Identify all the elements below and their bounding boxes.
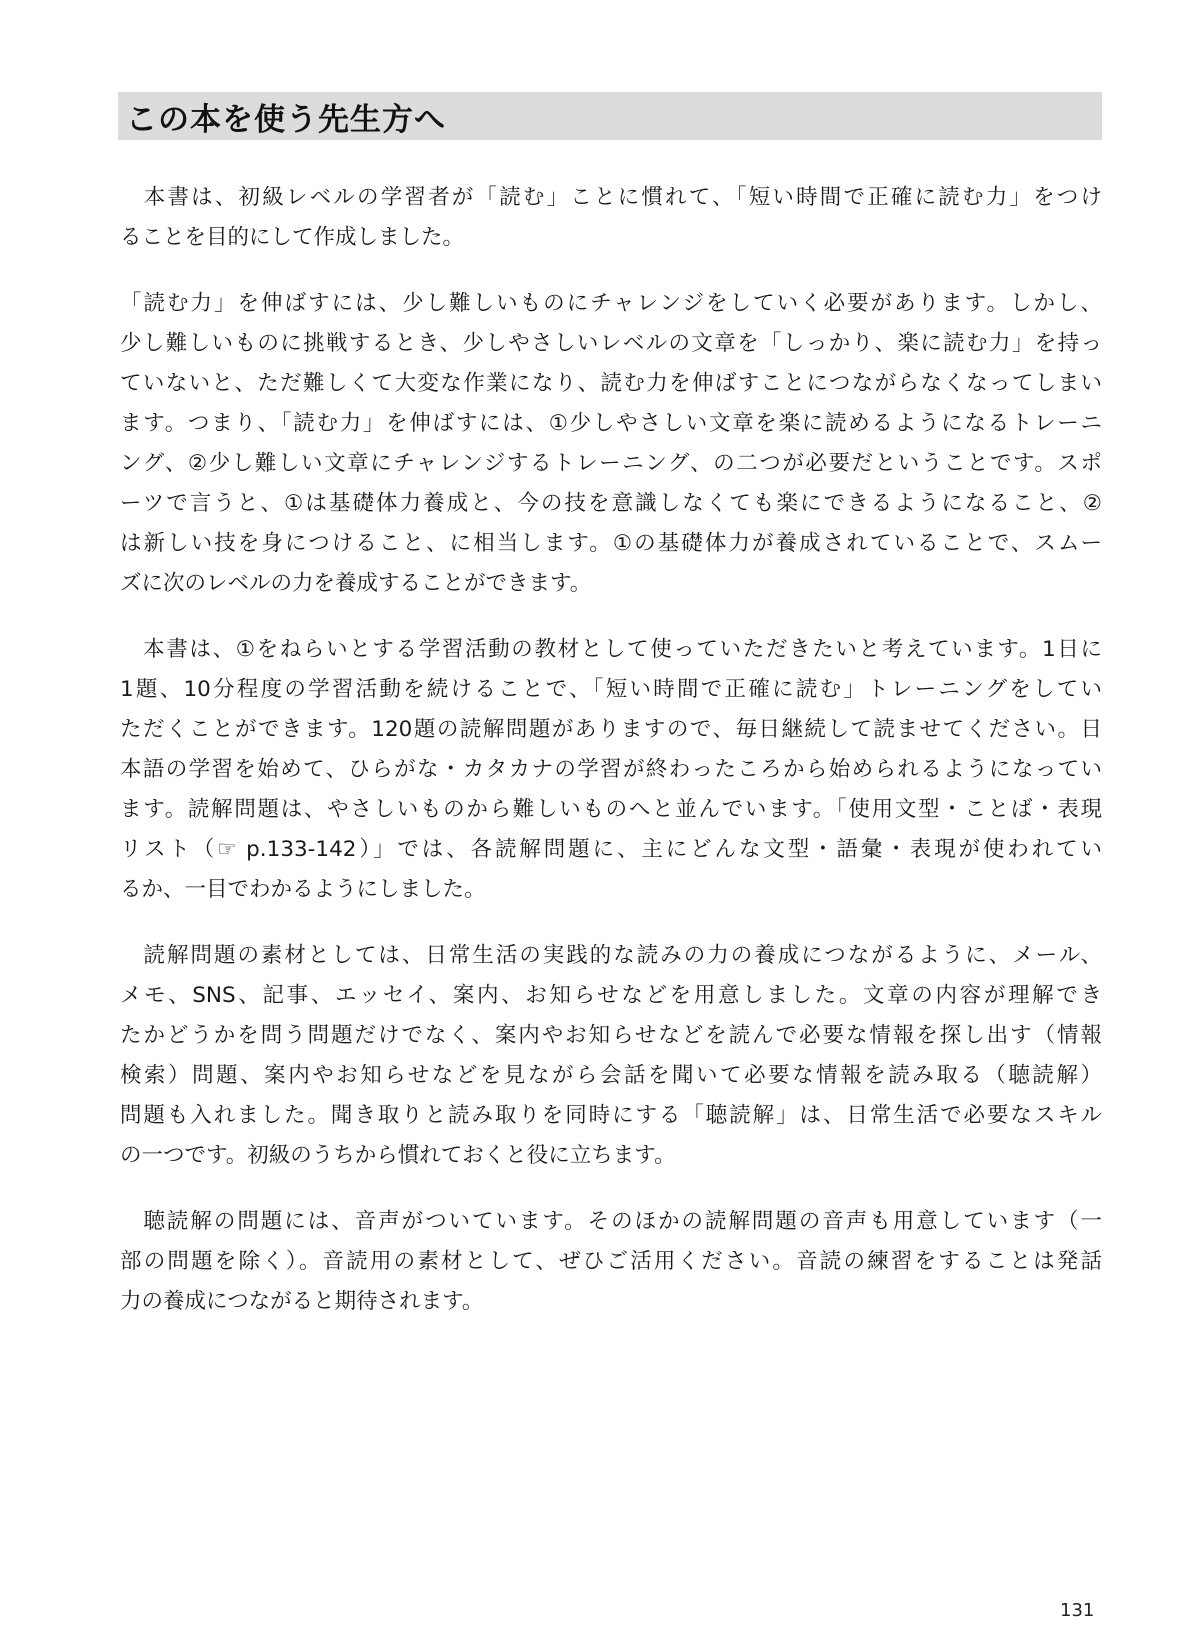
text-line: 少し難しいものに挑戦するとき、少しやさしいレベルの文章を「しっかり、楽に読む力」を持っ <box>120 331 1102 356</box>
text-line: ズに次のレベルの力を養成することができます。 <box>120 571 592 596</box>
text-line: 「読む力」を伸ばすには、少し難しいものにチャレンジをしていく必要があります。しかし、 <box>120 291 1102 316</box>
paragraph-5 <box>120 1202 1102 1322</box>
text-line: 本書は、初級レベルの学習者が「読む」ことに慣れて、「短い時間で正確に読む力」をつけ <box>120 185 1102 210</box>
text-line: リスト（☞ p.133-142）」では、各読解問題に、主にどんな文型・語彙・表現が使われてい <box>120 837 1102 862</box>
paragraph-1 <box>120 178 1102 258</box>
paragraph-4 <box>120 936 1102 1176</box>
text-line: ます。読解問題は、やさしいものから難しいものへと並んでいます。「使用文型・ことば・表現 <box>120 797 1102 822</box>
text-line: ることを目的にして作成しました。 <box>120 225 465 250</box>
text-line: 1題、10分程度の学習活動を続けることで、「短い時間で正確に読む」トレーニングをしてい <box>120 677 1102 702</box>
body-text <box>120 178 1102 1348</box>
text-line: ただくことができます。120題の読解問題がありますので、毎日継続して読ませてください。日 <box>120 717 1102 742</box>
text-line: 検索）問題、案内やお知らせなどを見ながら会話を聞いて必要な情報を読み取る（聴読解） <box>120 1063 1102 1088</box>
text-line: の一つです。初級のうちから慣れておくと役に立ちます。 <box>120 1143 676 1168</box>
paragraph-3 <box>120 630 1102 910</box>
section-header <box>118 92 1102 140</box>
text-line: 力の養成につながると期待されます。 <box>120 1289 484 1314</box>
page-number: 131 <box>1060 1600 1095 1621</box>
text-line: 部の問題を除く）。音読用の素材として、ぜひご活用ください。音読の練習をすることは発話 <box>120 1249 1102 1274</box>
text-line: たかどうかを問う問題だけでなく、案内やお知らせなどを読んで必要な情報を探し出す（情報 <box>120 1023 1102 1048</box>
text-line: 本語の学習を始めて、ひらがな・カタカナの学習が終わったころから始められるようになってい <box>120 757 1102 782</box>
text-line: は新しい技を身につけること、に相当します。①の基礎体力が養成されていることで、スムー <box>120 531 1102 556</box>
page-title: この本を使う先生方へ <box>126 101 446 138</box>
text-line: 本書は、①をねらいとする学習活動の教材として使っていただきたいと考えています。1日に <box>120 637 1102 662</box>
text-line: 読解問題の素材としては、日常生活の実践的な読みの力の養成につながるように、メール、 <box>120 943 1102 968</box>
text-line: ていないと、ただ難しくて大変な作業になり、読む力を伸ばすことにつながらなくなってしまい <box>120 371 1102 396</box>
text-line: ング、②少し難しい文章にチャレンジするトレーニング、の二つが必要だということです。スポ <box>120 451 1102 476</box>
text-line: 聴読解の問題には、音声がついています。そのほかの読解問題の音声も用意しています（一 <box>120 1209 1102 1234</box>
text-line: ます。つまり、「読む力」を伸ばすには、①少しやさしい文章を楽に読めるようになるトレーニ <box>120 411 1102 436</box>
paragraph-2 <box>120 284 1102 604</box>
text-line: るか、一目でわかるようにしました。 <box>120 877 486 902</box>
text-line: ーツで言うと、①は基礎体力養成と、今の技を意識しなくても楽にできるようになること、② <box>120 491 1102 516</box>
text-line: メモ、SNS、記事、エッセイ、案内、お知らせなどを用意しました。文章の内容が理解でき <box>120 983 1102 1008</box>
text-line: 問題も入れました。聞き取りと読み取りを同時にする「聴読解」は、日常生活で必要なスキル <box>120 1103 1102 1128</box>
